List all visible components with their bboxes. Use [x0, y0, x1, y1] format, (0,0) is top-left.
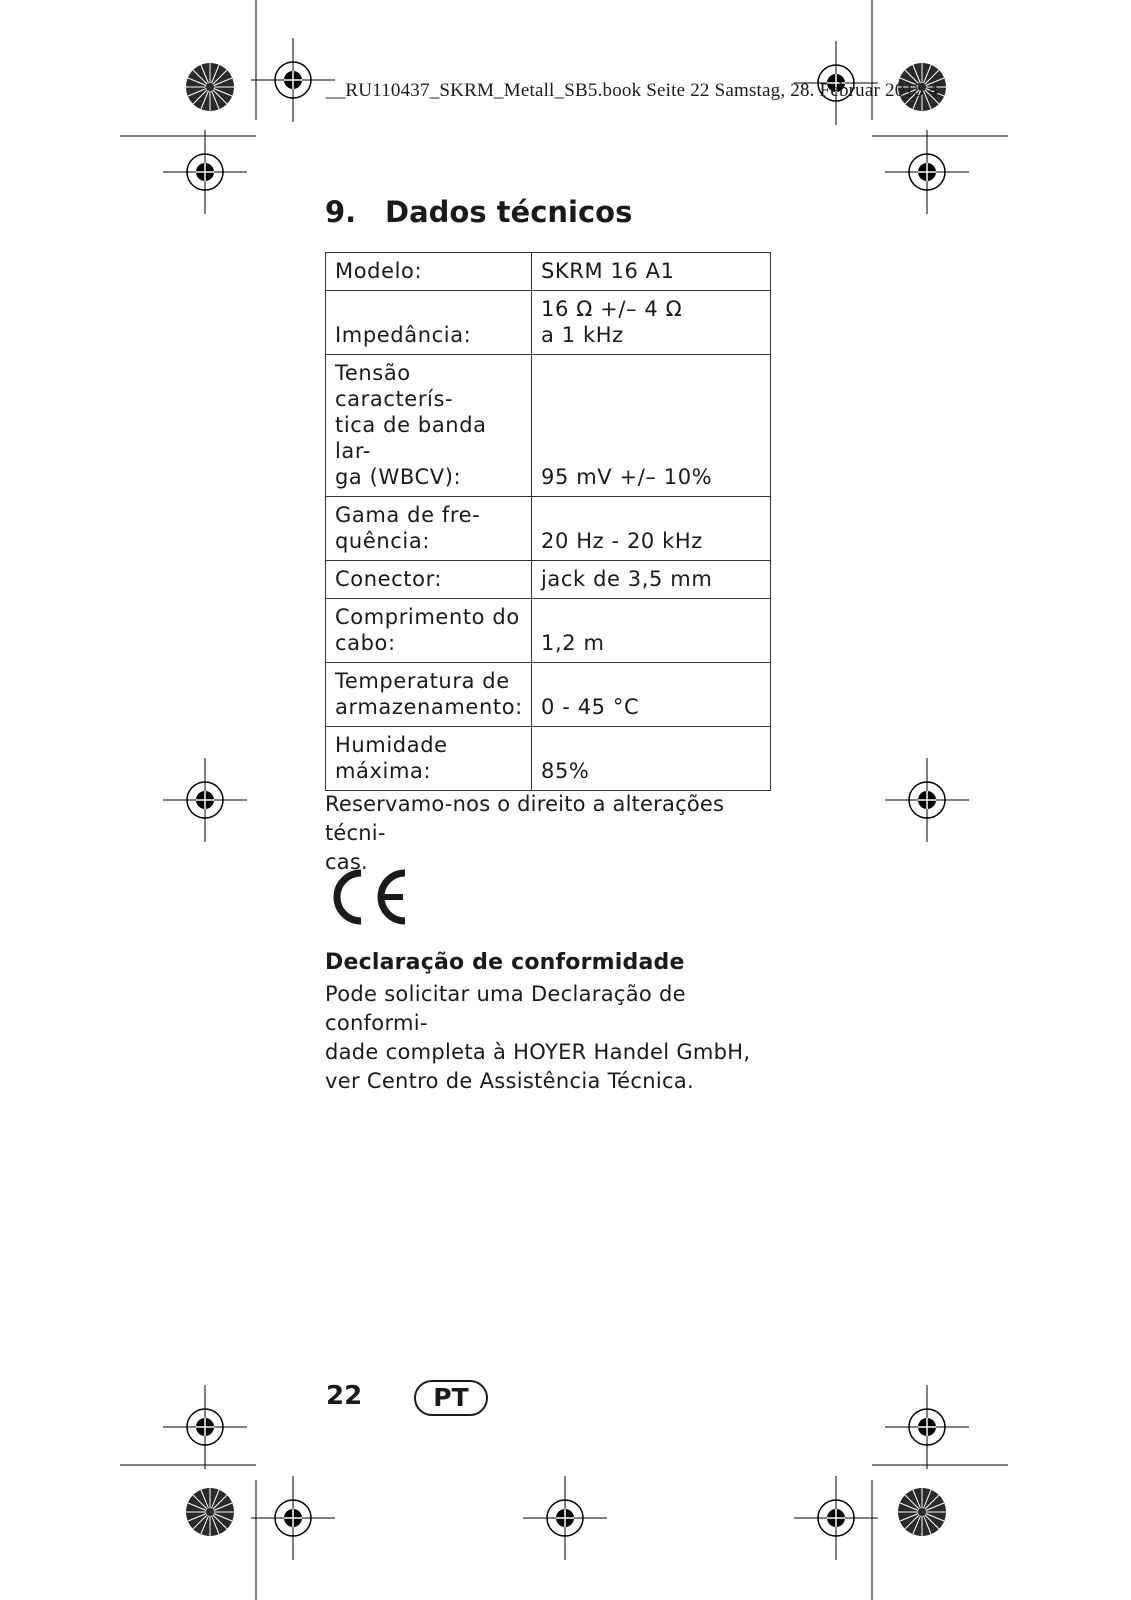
registration-mark-left-lower — [163, 1385, 247, 1469]
technical-data-table — [325, 252, 771, 791]
registration-mark-right-upper — [885, 130, 969, 214]
spec-row — [326, 561, 771, 599]
registration-mark-bottom-right — [794, 1476, 878, 1560]
ce-mark-icon — [325, 867, 411, 927]
spec-row — [326, 727, 771, 791]
spec-label: Humidade máxima: — [326, 727, 532, 791]
star-target-bottom-left — [186, 1488, 234, 1536]
spec-value: 20 Hz - 20 kHz — [532, 497, 771, 561]
print-slug-line: __RU110437_SKRM_Metall_SB5.book Seite 22 Samstag, 28. Februar 2015 4 — [326, 80, 939, 101]
spec-value: 16 Ω +/– 4 Ω a 1 kHz — [532, 291, 771, 355]
declaration-title: Declaração de conformidade — [325, 950, 685, 975]
section-heading — [325, 195, 632, 229]
language-badge: PT — [414, 1380, 488, 1416]
section-number: 9. — [325, 195, 357, 229]
registration-mark-top-left — [251, 38, 335, 122]
page-number: 22 — [326, 1381, 363, 1411]
spec-row — [326, 497, 771, 561]
spec-row — [326, 355, 771, 497]
registration-mark-left-middle — [163, 758, 247, 842]
spec-label: Impedância: — [326, 291, 532, 355]
spec-label: Tensão caracterís- tica de banda lar- ga (WBCV): — [326, 355, 532, 497]
spec-row — [326, 663, 771, 727]
section-title: Dados técnicos — [385, 195, 633, 229]
registration-mark-right-middle — [885, 758, 969, 842]
spec-value: 85% — [532, 727, 771, 791]
spec-value: SKRM 16 A1 — [532, 253, 771, 291]
spec-value: 0 - 45 °C — [532, 663, 771, 727]
spec-label: Temperatura de armazenamento: — [326, 663, 532, 727]
spec-value: 95 mV +/– 10% — [532, 355, 771, 497]
spec-label: Modelo: — [326, 253, 532, 291]
star-target-top-left — [186, 63, 234, 111]
spec-label: Comprimento do cabo: — [326, 599, 532, 663]
registration-mark-right-lower — [885, 1385, 969, 1469]
star-target-bottom-right — [898, 1488, 946, 1536]
technical-changes-notice: Reservamo-nos o direito a alterações técni- cas. — [325, 792, 725, 874]
spec-label: Conector: — [326, 561, 532, 599]
spec-value: jack de 3,5 mm — [532, 561, 771, 599]
registration-mark-left-upper — [163, 130, 247, 214]
registration-mark-bottom-left — [251, 1476, 335, 1560]
spec-row — [326, 599, 771, 663]
spec-value: 1,2 m — [532, 599, 771, 663]
registration-mark-bottom-center — [523, 1476, 607, 1560]
spec-row — [326, 253, 771, 291]
spec-row — [326, 291, 771, 355]
spec-label: Gama de fre- quência: — [326, 497, 532, 561]
declaration-body: Pode solicitar uma Declaração de conformi- dade completa à HOYER Handel GmbH, ver Centro de Assistência Técnica. — [325, 982, 751, 1093]
